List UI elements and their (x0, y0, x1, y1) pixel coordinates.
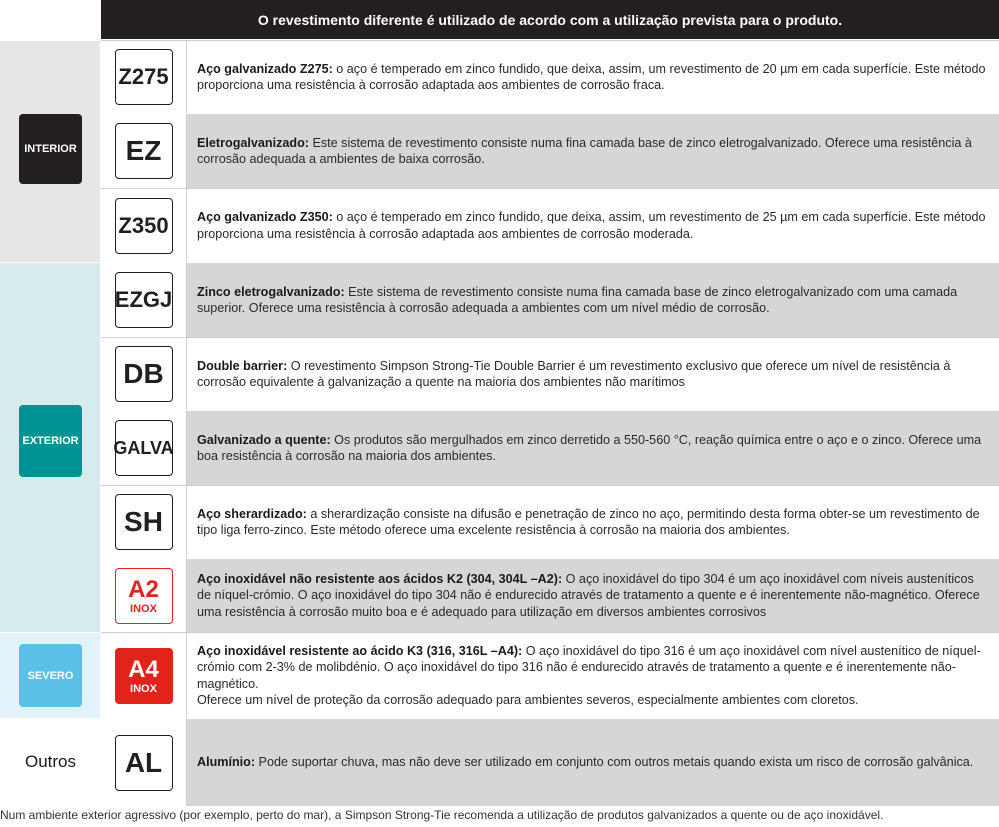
row-title: Double barrier: (197, 358, 288, 373)
code-badge-al: AL (115, 735, 173, 791)
table-row-ezgj (101, 262, 999, 337)
category-badge-interior: INTERIOR (19, 114, 82, 184)
category-outros (0, 718, 100, 806)
category-exterior (0, 262, 100, 632)
table-row-z350 (101, 188, 999, 262)
row-title: Aço inoxidável não resistente aos ácidos K2 (304, 304L –A2): (197, 571, 563, 586)
code-cell (101, 189, 187, 262)
code-badge-a2 (115, 568, 173, 624)
code-cell (101, 338, 187, 410)
code-badge-a4 (115, 648, 173, 704)
row-description (187, 114, 999, 188)
row-text: O revestimento Simpson Strong-Tie Double Barrier é um revestimento exclusivo que oferece um nível de resistência à corrosão equivalente à galvanização a quente na maioria dos ambientes não marítimos (197, 358, 951, 389)
table-row-al (101, 718, 999, 806)
table-row-a2 (101, 558, 999, 632)
code-cell (101, 719, 187, 806)
code-badge-db: DB (115, 346, 173, 402)
row-title: Zinco eletrogalvanizado: (197, 284, 345, 299)
row-text: a sherardização consiste na difusão e penetração de zinco no aço, permitindo desta forma obter-se um revestimento de tipo liga ferro-zinco. Este método oferece uma excelente resistência à corrosão na maioria dos ambientes. (197, 506, 980, 537)
code-badge-galva: GALVA (115, 420, 173, 476)
header-corner (0, 0, 101, 39)
code-cell (101, 41, 187, 113)
row-description (187, 486, 999, 558)
row-description (187, 633, 999, 718)
code-badge-sh: SH (115, 494, 173, 550)
category-badge-outros: Outros (24, 752, 77, 771)
category-badge-severo: SEVERO (19, 644, 82, 707)
row-description (187, 41, 999, 113)
table-row-a4 (101, 632, 999, 718)
row-title: Aço sherardizado: (197, 506, 307, 521)
row-text: o aço é temperado em zinco fundido, que deixa, assim, um revestimento de 20 µm em cada superfície. Este método proporciona uma resistência à corrosão adaptada aos ambientes de corrosão fraca. (197, 61, 986, 92)
code-cell (101, 411, 187, 485)
row-text: Os produtos são mergulhados em zinco derretido a 550-560 °C, reação química entre o aço e o zinco. Oferece uma boa resistência à corrosão na maioria dos ambientes. (197, 432, 982, 463)
code-cell (101, 263, 187, 337)
code-cell (101, 633, 187, 718)
row-text: O aço inoxidável do tipo 316 é um aço inoxidável com nível austenítico de níquel-crómio com 2-3% de molibdénio. O aço inoxidável do tipo 316 não é endurecido através de tratamento a quente e é inerentemente não-magnético. (197, 643, 981, 691)
row-title: Aço galvanizado Z275: (197, 61, 333, 76)
table-row-galva (101, 410, 999, 485)
row-text: O aço inoxidável do tipo 304 é um aço inoxidável com níveis austeníticos de níquel-crómio. O aço inoxidável do tipo 304 não é endurecido através de tratamento a quente e é inerentemente não-magnético. Oferece uma resistência à corrosão muito boa e é adequado para utilização em diversos ambientes corrosivos (197, 571, 980, 619)
table-row-db (101, 337, 999, 410)
footnote: Num ambiente exterior agressivo (por exemplo, perto do mar), a Simpson Strong-Tie recomenda a utilização de produtos galvanizados a quente ou de aço inoxidável. (0, 808, 884, 822)
row-title: Galvanizado a quente: (197, 432, 331, 447)
code-cell (101, 559, 187, 632)
row-text-2: Oferece um nível de proteção da corrosão adequado para ambientes severos, especialmente ambientes com cloretos. (197, 693, 859, 707)
row-description (187, 189, 999, 262)
row-text: o aço é temperado em zinco fundido, que deixa, assim, um revestimento de 25 µm em cada superfície. Este método proporciona uma resistência à corrosão adaptada aos ambientes de corrosão moderada. (197, 210, 986, 241)
code-cell (101, 486, 187, 558)
row-title: Aço inoxidável resistente ao ácido K3 (316, 316L –A4): (197, 643, 523, 658)
table-row-ez (101, 113, 999, 188)
code-badge-z275: Z275 (115, 49, 173, 105)
row-text: Este sistema de revestimento consiste numa fina camada base de zinco eletrogalvanizado com uma camada superior. Oferece uma resistência à corrosão adequada a ambientes com um nível médio de corrosão. (197, 284, 958, 315)
code-badge-z350: Z350 (115, 198, 173, 254)
code-badge-ezgj: EZGJ (115, 272, 173, 328)
table-row-z275 (101, 40, 999, 113)
code-sub: INOX (130, 683, 157, 695)
code-main: A2 (128, 576, 159, 603)
row-description (187, 719, 999, 806)
table-header: O revestimento diferente é utilizado de acordo com a utilização prevista para o produto. (101, 0, 999, 39)
row-description (187, 338, 999, 410)
row-text: Este sistema de revestimento consiste numa fina camada base de zinco eletrogalvanizado. Oferece uma resistência à corrosão adequada a ambientes de baixa corrosão. (197, 135, 972, 166)
code-badge-ez: EZ (115, 123, 173, 179)
category-severo (0, 632, 100, 718)
category-interior (0, 40, 100, 262)
row-description (187, 263, 999, 337)
row-title: Aço galvanizado Z350: (197, 210, 333, 224)
code-cell (101, 114, 187, 188)
table-row-sh (101, 485, 999, 558)
row-title: Alumínio: (197, 755, 256, 770)
row-text: Pode suportar chuva, mas não deve ser utilizado em conjunto com outros metais quando exista um risco de corrosão galvânica. (255, 755, 974, 770)
row-title: Eletrogalvanizado: (197, 135, 309, 150)
row-description (187, 411, 999, 485)
code-sub: INOX (130, 603, 157, 615)
code-main: A4 (128, 656, 159, 683)
row-description (187, 559, 999, 632)
category-badge-exterior: EXTERIOR (19, 405, 82, 477)
